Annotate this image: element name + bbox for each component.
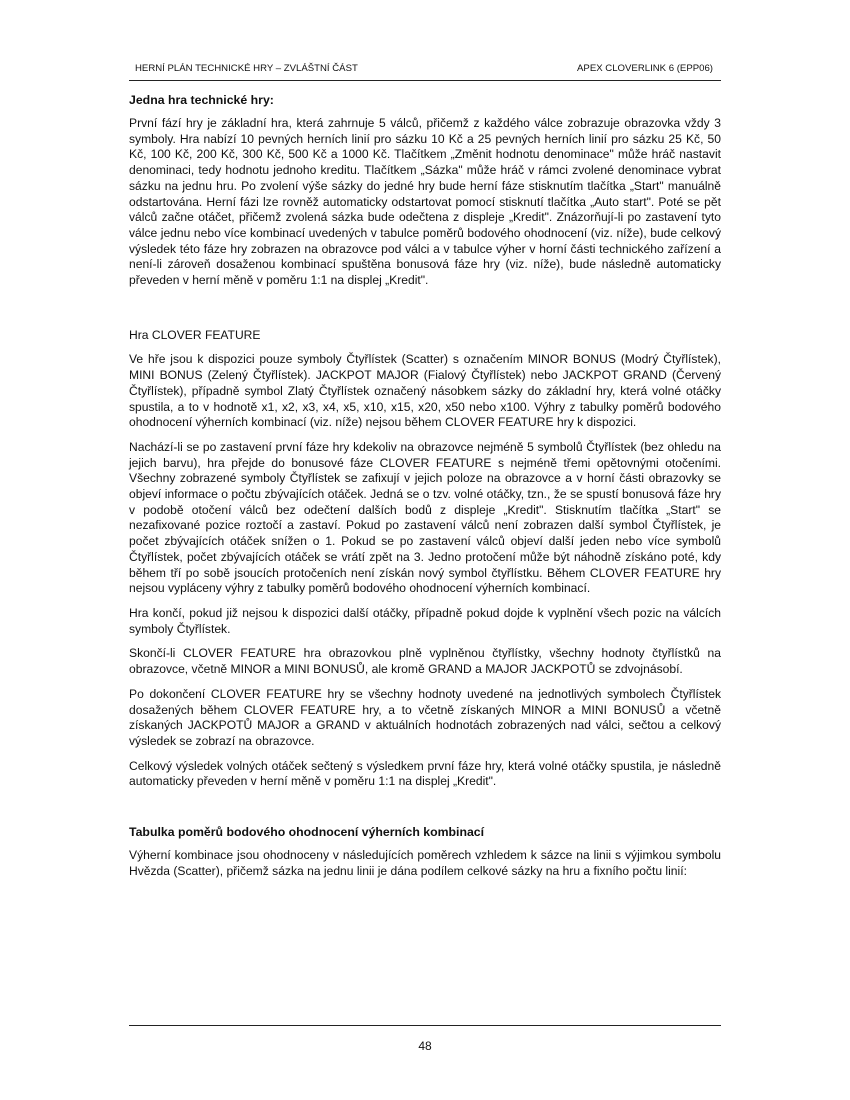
paragraph: Výherní kombinace jsou ohodnoceny v následujících poměrech vzhledem k sázce na linii s výjimkou symbolu Hvězda (Scatter), přičemž sázka na jednu linii je dána podílem celkové sázky na hru a fixního počtu linií: <box>129 848 721 878</box>
section-heading-jedna-hra: Jedna hra technické hry: <box>129 93 274 107</box>
paragraph: Nachází-li se po zastavení první fáze hry kdekoliv na obrazovce nejméně 5 symbolů Čtyřlístek (bez ohledu na jejich barvu), hra přejde do bonusové fáze CLOVER FEATURE s nejméně třemi opětovnými otočeními. Všechny zobrazené symboly Čtyřlístek se zafixují v jejich poloze na obrazovce a v horní části obrazovky se objeví informace o počtu zbývajících otáček. Jedná se o tzv. volné otáčky, tzn., že se spustí bonusová fáze hry v podobě otočení válců bez odečtení dalších bodů z displeje „Kredit". Stisknutím tlačítka „Start" se nezafixované pozice roztočí a zastaví. Pokud po zastavení válců není zobrazen další symbol Čtyřlístek, je počet zbývajících otáček snížen o 1. Pokud se po zastavení válců objeví další jeden nebo více symbolů Čtyřlístek, počet zbývajících otáček se vrátí zpět na 3. Jedno protočení může být náhodně získáno poté, kdy během tří po sobě jsoucích protočeních není získán nový symbol čtyřlístku. Během CLOVER FEATURE hry nejsou vypláceny výhry z tabulky poměrů bodového ohodnocení výherních kombinací. <box>129 439 721 596</box>
page-number: 48 <box>418 1039 432 1053</box>
paragraph: Hra končí, pokud již nejsou k dispozici další otáčky, případně pokud dojde k vyplnění všech pozic na válcích symboly Čtyřlístek. <box>129 605 721 636</box>
header-right-title: APEX CLOVERLINK 6 (EPP06) <box>577 63 713 74</box>
header-left-title: HERNÍ PLÁN TECHNICKÉ HRY – ZVLÁŠTNÍ ČÁST <box>135 63 358 74</box>
paragraph: První fází hry je základní hra, která zahrnuje 5 válců, přičemž z každého válce zobrazuje obrazovka vždy 3 symboly. Hra nabízí 10 pevných herních linií pro sázku 10 Kč a 25 pevných herních linií pro sázku 25 Kč, 50 Kč, 100 Kč, 200 Kč, 300 Kč, 500 Kč a 1000 Kč. Tlačítkem „Změnit hodnotu denominace" může hráč nastavit denominaci, tedy hodnotu jednoho kreditu. Tlačítkem „Sázka" může hráč v rámci zvolené denominace vybrat sázku na jednu hru. Po zvolení výše sázky do jedné hry bude herní fáze stisknutím tlačítka „Start" manuálně odstartována. Herní fázi lze rovněž automaticky odstartovat pomocí stisknutí tlačítka „Auto start". Poté se pět válců začne otáčet, přičemž zvolená sázka bude odečtena z displeje „Kredit". Znázorňují-li po zastavení tyto válce jednu nebo více kombinací uvedených v tabulce poměrů bodového ohodnocení (viz. níže), bude celkový výsledek této fáze hry zobrazen na obrazovce pod válci a v tabulce výher v horní části technického zařízení a není-li zároveň dosaženou kombinací spuštěna bonusová fáze hry (viz. níže), bude následně automaticky převeden v herní měně v poměru 1:1 na displej „Kredit". <box>129 116 721 288</box>
section-heading-clover-feature: Hra CLOVER FEATURE <box>129 327 261 342</box>
paragraph: Celkový výsledek volných otáček sečtený s výsledkem první fáze hry, která volné otáčky spustila, je následně automaticky převeden v herní měně v poměru 1:1 na displej „Kredit". <box>129 758 721 789</box>
paragraph: Ve hře jsou k dispozici pouze symboly Čtyřlístek (Scatter) s označením MINOR BONUS (Modrý Čtyřlístek), MINI BONUS (Zelený Čtyřlístek). JACKPOT MAJOR (Fialový Čtyřlístek) nebo JACKPOT GRAND (Červený Čtyřlístek), případně symbol Zlatý Čtyřlístek označený násobkem sázky do základní hry, která volné otáčky spustila, a to v hodnotě x1, x2, x3, x4, x5, x10, x15, x20, x50 nebo x100. Výhry z tabulky poměrů bodového ohodnocení výherních kombinací (viz. níže) nejsou během CLOVER FEATURE hry k dispozici. <box>129 352 721 430</box>
page-content <box>129 93 721 888</box>
spacer <box>129 298 721 328</box>
footer-rule <box>129 1025 721 1026</box>
paragraph: Skončí-li CLOVER FEATURE hra obrazovkou plně vyplněnou čtyřlístky, všechny hodnoty čtyřlístků na obrazovce, včetně MINOR a MINI BONUSŮ, ale kromě GRAND a MAJOR JACKPOTŮ se zdvojnásobí. <box>129 646 721 677</box>
header-rule <box>129 80 721 81</box>
paragraph: Po dokončení CLOVER FEATURE hry se všechny hodnoty uvedené na jednotlivých symbolech Čtyřlístek dosažených během CLOVER FEATURE hry, a to včetně získaných MINOR a MINI BONUSŮ a včetně získaných JACKPOTŮ MAJOR a GRAND v aktuálních hodnotách zobrazených nad válci, sečtou a celkový výsledek se zobrazí na obrazovce. <box>129 686 721 748</box>
spacer <box>129 799 721 825</box>
section-heading-tabulka: Tabulka poměrů bodového ohodnocení výherních kombinací <box>129 825 485 840</box>
